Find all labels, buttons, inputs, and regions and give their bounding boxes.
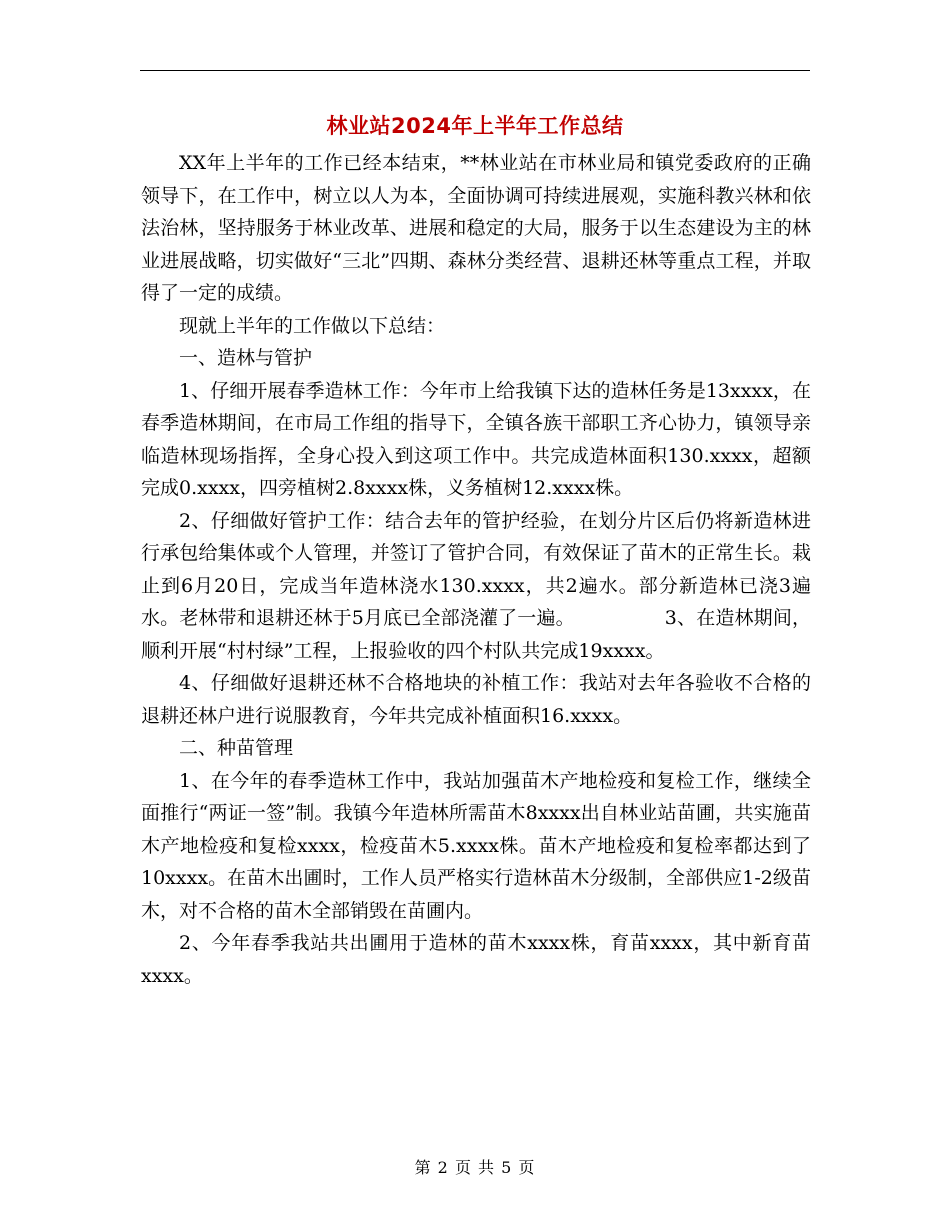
document-body	[141, 147, 811, 992]
section-heading-afforestation: 一、造林与管护	[179, 347, 313, 369]
document-title: 林业站2024年上半年工作总结	[326, 114, 624, 138]
summary-lead: 现就上半年的工作做以下总结：	[179, 314, 446, 337]
intro-paragraph: XX年上半年的工作已经本结束，**林业站在市林业局和镇党委政府的正确领导下，在工作中，树立以人为本，全面协调可持续进展观，实施科教兴林和依法治林，坚持服务于林业改革、进展和稳定的大局，服务于以生态建设为主的林业进展战略，切实做好“三北”四期、森林分类经营、退耕还林等重点工程，并取得了一定的成绩。	[141, 152, 811, 304]
item-replanting: 4、仔细做好退耕还林不合格地块的补植工作：我站对去年各验收不合格的退耕还林户进行说服教育，今年共完成补植面积16.xxxx。	[141, 672, 811, 727]
header-rule	[140, 70, 810, 71]
section-heading-seedlings: 二、种苗管理	[179, 737, 294, 759]
item-management-protection	[141, 505, 811, 668]
item-seedling-quarantine: 1、在今年的春季造林工作中，我站加强苗木产地检疫和复检工作，继续全面推行“两证一签”制。我镇今年造林所需苗木8xxxx出自林业站苗圃，共实施苗木产地检疫和复检xxxx，检疫苗木5.xxxx株。苗木产地检疫和复检率都达到了10xxxx。在苗木出圃时，工作人员严格实行造林苗木分级制，全部供应1-2级苗木，对不合格的苗木全部销毁在苗圃内。	[141, 769, 811, 922]
item-seedling-output: 2、今年春季我站共出圃用于造林的苗木xxxx株，育苗xxxx，其中新育苗xxxx。	[141, 932, 811, 987]
item-spring-afforestation: 1、仔细开展春季造林工作：今年市上给我镇下达的造林任务是13xxxx，在春季造林期间，在市局工作组的指导下，全镇各族干部职工齐心协力，镇领导亲临造林现场指挥，全身心投入到这项工作中。共完成造林面积130.xxxx，超额完成0.xxxx，四旁植树2.8xxxx株，义务植树12.xxxx株。	[141, 379, 811, 499]
item-management-text: 2、仔细做好管护工作：结合去年的管护经验，在划分片区后仍将新造林进行承包给集体或个人管理，并签订了管护合同，有效保证了苗木的正常生长。栽止到6月20日，完成当年造林浇水130.xxxx，共2遍水。部分新造林已浇3遍水。老林带和退耕还林于5月底已全部浇灌了一遍。	[141, 509, 811, 629]
page-number: 第 2 页 共 5 页	[414, 1158, 536, 1177]
item-village-greening: 3、在造林期间，顺利开展“村村绿”工程，上报验收的四个村队共完成19xxxx。	[141, 607, 811, 662]
